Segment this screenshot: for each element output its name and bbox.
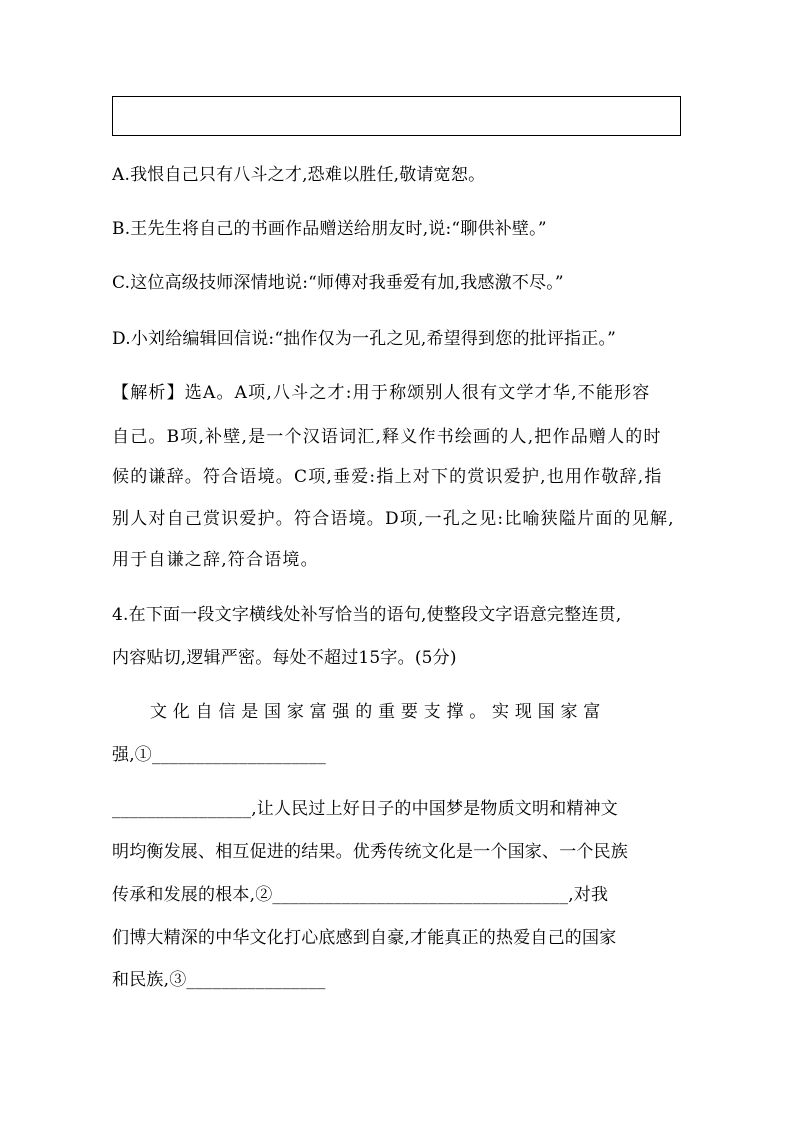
option-b: B.王先生将自己的书画作品赠送给朋友时,说:“聊供补壁。” xyxy=(112,219,547,239)
analysis-line: 候的谦辞。符合语境。C项,垂爱:指上对下的赏识爱护,也用作敬辞,指 xyxy=(112,467,663,487)
option-a: A.我恨自己只有八斗之才,恐难以胜任,敬请宽恕。 xyxy=(112,165,486,185)
option-d: D.小刘给编辑回信说:“拙作仅为一孔之见,希望得到您的批评指正。” xyxy=(112,329,617,349)
analysis-line: 【解析】选A。A项,八斗之才:用于称颂别人很有文学才华,不能形容 xyxy=(112,383,651,403)
passage-line: ________________,让人民过上好日子的中国梦是物质文明和精神文 xyxy=(112,799,619,819)
answer-box xyxy=(112,96,681,136)
analysis-line: 自己。B项,补壁,是一个汉语词汇,释义作书绘画的人,把作品赠人的时 xyxy=(112,427,662,447)
analysis-line: 用于自谦之辞,符合语境。 xyxy=(112,550,319,570)
passage-line: 们博大精深的中华文化打心底感到自豪,才能真正的热爱自己的国家 xyxy=(112,928,617,948)
passage-line: 和民族,③________________ xyxy=(112,970,326,990)
question-line: 内容贴切,逻辑严密。每处不超过15字。(5分) xyxy=(112,648,457,668)
passage-line: 传承和发展的根本,②__________________________________,对我 xyxy=(112,885,609,905)
question-line: 4.在下面一段文字横线处补写恰当的语句,使整段文字语意完整连贯, xyxy=(112,605,622,625)
passage-line: 强,①____________________ xyxy=(112,745,327,765)
passage-line: 明均衡发展、相互促进的结果。优秀传统文化是一个国家、一个民族 xyxy=(112,842,628,862)
passage-line: 文 化 自 信 是 国 家 富 强 的 重 要 支 撑 。 实 现 国 家 富 xyxy=(150,702,601,722)
option-c: C.这位高级技师深情地说:“师傅对我垂爱有加,我感激不尽。” xyxy=(112,273,564,293)
analysis-line: 别人对自己赏识爱护。符合语境。D项,一孔之见:比喻狭隘片面的见解, xyxy=(112,509,675,529)
